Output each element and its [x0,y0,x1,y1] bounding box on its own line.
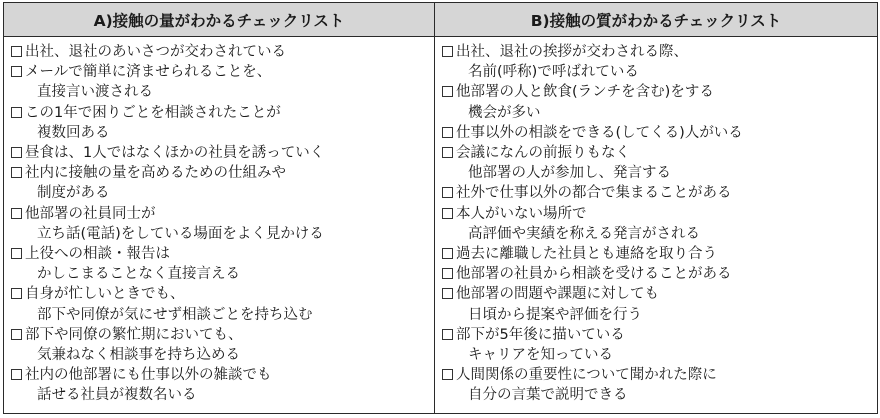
quality-checklist-cell [435,37,878,414]
checklist-text: 部下や同僚の繁忙期においても、 [25,326,243,343]
checklist-item-text [11,163,430,183]
checklist-text: 会議になんの前振りもなく [456,145,630,162]
body-row [4,37,878,414]
checkbox-icon[interactable] [442,288,453,299]
quantity-checklist-item [11,103,430,143]
checkbox-icon[interactable] [11,107,22,118]
quality-checklist-item [442,123,873,143]
checklist-text: 出社、退社の挨拶が交わされる際、 [456,44,688,60]
checklist-item-text-continued [442,224,873,244]
checklist-text: 機会が多い [468,104,541,121]
checklist-item-text-continued [442,103,873,123]
checklist-text: 他部署の問題や課題に対しても [456,286,659,303]
checklist-text: 複数回ある [37,124,110,141]
checklist-text: 昼食は、1人ではなくほかの社員を誘っていく [25,145,325,162]
checklist-item-text [11,244,430,264]
checklist-item-text [11,42,430,62]
quality-checklist-item [442,143,873,183]
quantity-checklist-item [11,244,430,284]
checklist-table [3,2,878,414]
checklist-item-text [442,244,873,264]
checklist-text: 過去に離職した社員とも連絡を取り合う [456,246,717,263]
checklist-item-text-continued [442,385,873,405]
checklist-item-text [11,365,430,385]
checklist-text: 他部署の人が参加し、発言する [468,165,671,182]
quality-checklist-item [442,183,873,203]
quantity-checklist-item [11,143,430,163]
checklist-item-text [442,264,873,284]
checklist-text: 他部署の社員から相談を受けることがある [456,266,732,283]
checklist-text: 日頃から提案や評価を行う [468,306,642,323]
header-quality-checklist: B)接触の質がわかるチェックリスト [435,3,878,37]
checklist-text: 他部署の人と飲食(ランチを含む)をする [456,84,714,101]
checklist-item-text [442,325,873,345]
quantity-checklist-item [11,62,430,102]
checkbox-icon[interactable] [11,208,22,219]
checkbox-icon[interactable] [11,288,22,299]
checklist-text: 出社、退社のあいさつが交わされている [25,44,286,60]
checklist-text: 社内の他部署にも仕事以外の雑談でも [25,367,272,384]
checkbox-icon[interactable] [442,147,453,158]
checklist-text: この1年で困りごとを相談されたことが [25,104,281,121]
checkbox-icon[interactable] [442,127,453,138]
checklist-text: 高評価や実績を称える発言がされる [468,225,700,242]
checklist-item-text-continued [442,163,873,183]
checkbox-icon[interactable] [442,187,453,198]
checklist-item-text-continued [11,82,430,102]
checkbox-icon[interactable] [11,147,22,158]
checkbox-icon[interactable] [11,329,22,340]
checkbox-icon[interactable] [442,369,453,380]
quality-checklist-item [442,204,873,244]
checklist-text: かしこまることなく直接言える [37,266,240,283]
checklist-text: 本人がいない場所で [456,205,587,222]
checklist-item-text [442,123,873,143]
checklist-text: 社外で仕事以外の都合で集まることがある [456,185,732,202]
quality-checklist-item [442,264,873,284]
checklist-item-text [11,143,430,163]
checklist-text: 直接言い渡される [37,84,153,101]
header-row [4,3,878,37]
checkbox-icon[interactable] [442,46,453,57]
checklist-item-text-continued [11,224,430,244]
checklist-item-text-continued [11,264,430,284]
quantity-checklist-item [11,325,430,365]
checklist-item-text-continued [11,123,430,143]
quantity-checklist-item [11,365,430,405]
checklist-text: 部下が5年後に描いている [456,326,625,343]
checklist-text: キャリアを知っている [468,347,613,364]
checklist-item-text-continued [11,183,430,203]
checklist-text: 立ち話(電話)をしている場面をよく見かける [37,225,324,242]
checklist-text: 名前(呼称)で呼ばれている [468,64,639,81]
checklist-text: 自身が忙しいときでも、 [25,286,185,303]
quantity-checklist-item [11,284,430,324]
checklist-item-text [442,204,873,224]
quality-checklist [442,42,873,406]
header-quantity-checklist: A)接触の量がわかるチェックリスト [4,3,435,37]
checklist-item-text-continued [11,305,430,325]
checklist-text: 部下や同僚が気にせず相談ごとを持ち込む [37,306,313,323]
checkbox-icon[interactable] [11,369,22,380]
checkbox-icon[interactable] [11,46,22,57]
checkbox-icon[interactable] [11,167,22,178]
checklist-item-text [442,284,873,304]
checklist-item-text-continued [442,62,873,82]
checklist-text: 気兼ねなく相談事を持ち込める [37,347,240,364]
checklist-item-text-continued [442,305,873,325]
checkbox-icon[interactable] [11,66,22,77]
checkbox-icon[interactable] [442,329,453,340]
quality-checklist-item [442,284,873,324]
checklist-item-text [11,62,430,82]
quality-checklist-item [442,42,873,82]
checklist-item-text [442,365,873,385]
checklist-text: 自分の言葉で説明できる [468,387,628,404]
quality-checklist-item [442,244,873,264]
checklist-item-text [442,82,873,102]
checklist-text: 仕事以外の相談をできる(してくる)人がいる [456,124,743,141]
checkbox-icon[interactable] [442,268,453,279]
checklist-item-text [442,143,873,163]
checklist-item-text [11,103,430,123]
checklist-text: 話せる社員が複数名いる [37,387,197,404]
checkbox-icon[interactable] [442,248,453,259]
checklist-text: 他部署の社員同士が [25,205,156,222]
quantity-checklist-item [11,204,430,244]
checklist-text: 社内に接触の量を高めるための仕組みや [25,165,286,182]
checklist-text: 人間関係の重要性について聞かれた際に [456,367,717,384]
checklist-item-text [11,284,430,304]
quantity-checklist [11,42,430,406]
checklist-item-text [11,325,430,345]
checklist-item-text-continued [11,345,430,365]
checklist-text: 上役への相談・報告は [25,246,170,263]
checklist-item-text-continued [11,385,430,405]
checklist-text: 制度がある [37,185,110,202]
checkbox-icon[interactable] [442,86,453,97]
checklist-item-text [11,204,430,224]
checkbox-icon[interactable] [442,208,453,219]
quality-checklist-item [442,325,873,365]
checklist-text: メールで簡単に済ませられることを、 [25,64,272,81]
checklist-item-text-continued [442,345,873,365]
quality-checklist-item [442,365,873,405]
checklist-item-text [442,183,873,203]
quality-checklist-item [442,82,873,122]
checkbox-icon[interactable] [11,248,22,259]
quantity-checklist-item [11,42,430,62]
quantity-checklist-item [11,163,430,203]
checklist-item-text [442,42,873,62]
quantity-checklist-cell [4,37,435,414]
